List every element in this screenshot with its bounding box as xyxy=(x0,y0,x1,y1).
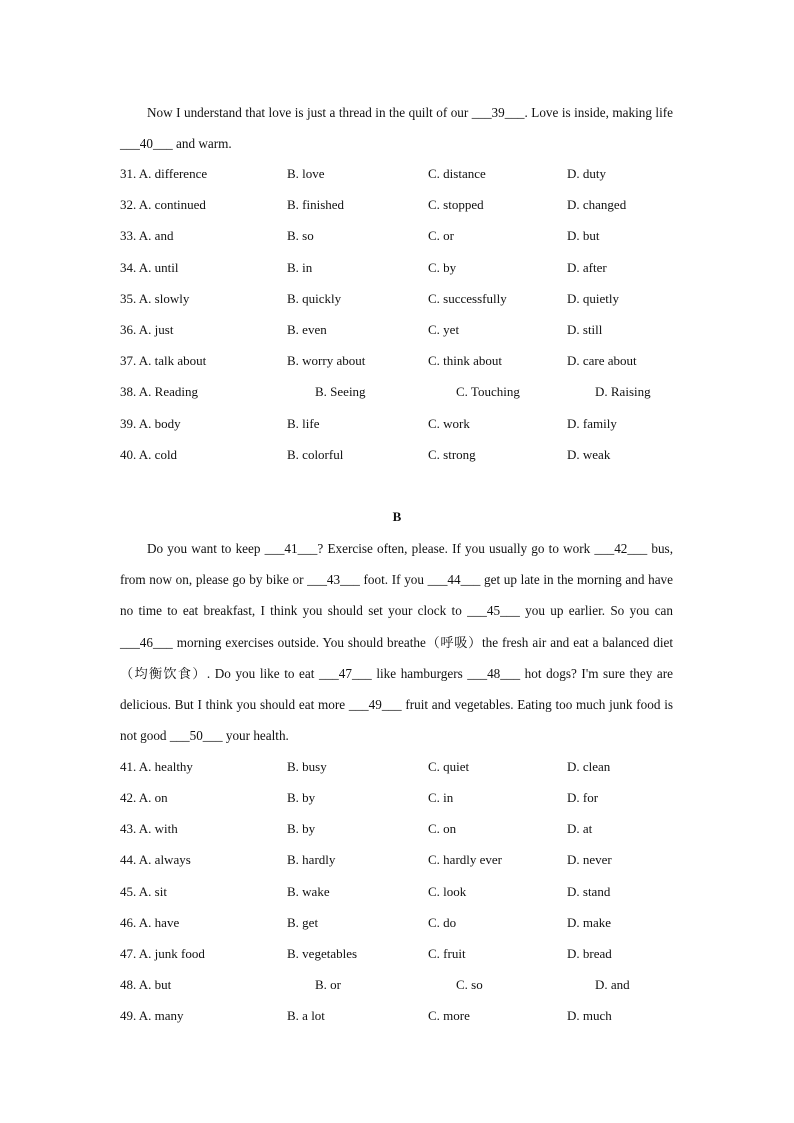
option-c: C. yet xyxy=(428,322,460,337)
question-row xyxy=(0,975,794,995)
option-a: 39. A. body xyxy=(120,416,181,431)
option-c: C. fruit xyxy=(428,946,466,961)
option-d: D. duty xyxy=(567,166,606,181)
option-a: 40. A. cold xyxy=(120,447,178,462)
option-b: B. love xyxy=(287,166,325,181)
option-b: B. life xyxy=(287,416,320,431)
option-a: 48. A. but xyxy=(120,977,172,992)
passage-b-paragraph xyxy=(120,533,673,751)
option-b: B. get xyxy=(287,915,319,930)
passage-b-text: Do you want to keep ___41___? Exercise often, please. If you usually go to work ___42___ bus, from now on, please go by bike or ___43___ foot. If you ___44___ get up late in the morning and have no time to eat breakfast, I think you should set your clock to ___45___ you up earlier. So you can ___46___ morning exercises outside. You should breathe（呼吸）the fresh air and eat a balanced diet（均衡饮食）. Do you like to eat ___47___ like hamburgers ___48___ hot dogs? I'm sure they are delicious. But I think you should eat more ___49___ fruit and vegetables. Eating too much junk food is not good ___50___ your health. xyxy=(120,541,673,744)
question-row xyxy=(0,788,794,808)
option-b: B. colorful xyxy=(287,447,344,462)
option-d: D. stand xyxy=(567,884,611,899)
option-a: 31. A. difference xyxy=(120,166,208,181)
option-d: D. weak xyxy=(567,447,611,462)
option-c: C. or xyxy=(428,228,454,243)
option-a: 37. A. talk about xyxy=(120,353,207,368)
option-a: 34. A. until xyxy=(120,260,179,275)
option-d: D. but xyxy=(567,228,600,243)
option-b: B. Seeing xyxy=(315,384,366,399)
section-heading-b: B xyxy=(392,509,402,524)
option-c: C. think about xyxy=(428,353,503,368)
option-a: 43. A. with xyxy=(120,821,178,836)
option-c: C. so xyxy=(456,977,483,992)
option-c: C. hardly ever xyxy=(428,852,503,867)
question-row xyxy=(0,913,794,933)
option-c: C. strong xyxy=(428,447,476,462)
option-c: C. stopped xyxy=(428,197,484,212)
option-a: 35. A. slowly xyxy=(120,291,190,306)
question-row xyxy=(0,414,794,434)
question-row xyxy=(0,164,794,184)
option-c: C. work xyxy=(428,416,470,431)
passage-a-text: Now I understand that love is just a thread in the quilt of our ___39___. Love is inside, making life ___40___ and warm. xyxy=(120,105,673,152)
option-d: D. and xyxy=(595,977,630,992)
option-d: D. Raising xyxy=(595,384,651,399)
option-b: B. or xyxy=(315,977,341,992)
option-c: C. more xyxy=(428,1008,470,1023)
option-d: D. still xyxy=(567,322,603,337)
option-d: D. care about xyxy=(567,353,637,368)
question-row xyxy=(0,320,794,340)
option-c: C. on xyxy=(428,821,457,836)
option-d: D. at xyxy=(567,821,593,836)
option-c: C. by xyxy=(428,260,457,275)
option-b: B. a lot xyxy=(287,1008,325,1023)
option-a: 42. A. on xyxy=(120,790,168,805)
question-row xyxy=(0,258,794,278)
option-b: B. busy xyxy=(287,759,327,774)
question-row xyxy=(0,757,794,777)
question-row xyxy=(0,944,794,964)
question-row xyxy=(0,445,794,465)
question-row xyxy=(0,289,794,309)
option-c: C. Touching xyxy=(456,384,520,399)
option-b: B. by xyxy=(287,790,316,805)
option-d: D. for xyxy=(567,790,599,805)
option-d: D. bread xyxy=(567,946,612,961)
question-row xyxy=(0,1006,794,1026)
question-row xyxy=(0,819,794,839)
option-a: 49. A. many xyxy=(120,1008,184,1023)
option-b: B. quickly xyxy=(287,291,342,306)
option-c: C. distance xyxy=(428,166,486,181)
option-c: C. quiet xyxy=(428,759,470,774)
option-a: 47. A. junk food xyxy=(120,946,205,961)
option-b: B. wake xyxy=(287,884,330,899)
passage-a-paragraph xyxy=(120,97,673,159)
question-row xyxy=(0,226,794,246)
option-b: B. even xyxy=(287,322,327,337)
option-c: C. look xyxy=(428,884,467,899)
option-c: C. do xyxy=(428,915,457,930)
option-d: D. after xyxy=(567,260,607,275)
option-a: 36. A. just xyxy=(120,322,174,337)
option-a: 46. A. have xyxy=(120,915,180,930)
option-a: 38. A. Reading xyxy=(120,384,198,399)
option-b: B. hardly xyxy=(287,852,336,867)
option-b: B. in xyxy=(287,260,313,275)
option-a: 44. A. always xyxy=(120,852,191,867)
question-row xyxy=(0,351,794,371)
question-row xyxy=(0,195,794,215)
option-d: D. much xyxy=(567,1008,612,1023)
option-a: 41. A. healthy xyxy=(120,759,193,774)
option-b: B. finished xyxy=(287,197,345,212)
question-row xyxy=(0,882,794,902)
option-b: B. worry about xyxy=(287,353,366,368)
option-d: D. quietly xyxy=(567,291,619,306)
option-b: B. by xyxy=(287,821,316,836)
option-c: C. successfully xyxy=(428,291,507,306)
option-a: 33. A. and xyxy=(120,228,174,243)
question-row xyxy=(0,382,794,402)
option-d: D. family xyxy=(567,416,617,431)
option-d: D. make xyxy=(567,915,612,930)
option-d: D. clean xyxy=(567,759,611,774)
option-a: 32. A. continued xyxy=(120,197,206,212)
option-b: B. vegetables xyxy=(287,946,358,961)
question-row xyxy=(0,850,794,870)
option-c: C. in xyxy=(428,790,454,805)
option-a: 45. A. sit xyxy=(120,884,167,899)
option-b: B. so xyxy=(287,228,314,243)
option-d: D. never xyxy=(567,852,612,867)
option-d: D. changed xyxy=(567,197,627,212)
